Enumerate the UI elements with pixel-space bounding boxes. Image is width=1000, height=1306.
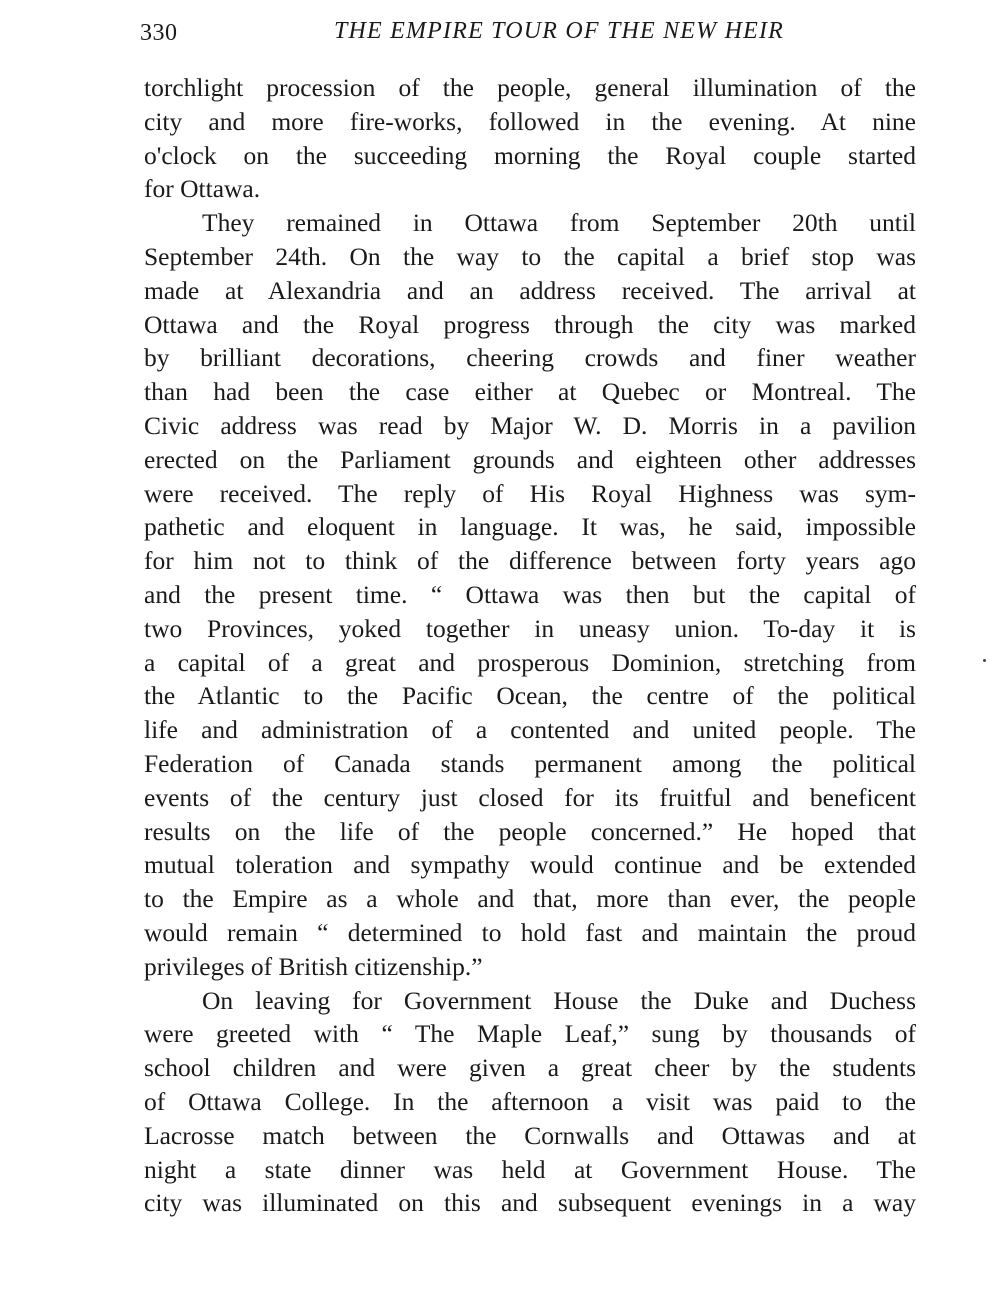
text-line: Federation of Canada stands permanent among the political — [144, 748, 916, 778]
text-line: were greeted with “ The Maple Leaf,” sung by thousands of — [144, 1019, 916, 1049]
running-title: THE EMPIRE TOUR OF THE NEW HEIR — [333, 18, 785, 44]
text-line: events of the century just closed for its fruitful and beneficent — [144, 782, 916, 812]
text-line: of Ottawa College. In the afternoon a visit was paid to the — [144, 1086, 916, 1116]
text-line: were received. The reply of His Royal Highness was sym- — [144, 478, 916, 508]
text-line: to the Empire as a whole and that, more than ever, the people — [144, 884, 916, 914]
text-line: September 24th. On the way to the capital a brief stop was — [144, 241, 916, 271]
page-number: 330 — [140, 20, 178, 46]
text-line: the Atlantic to the Pacific Ocean, the centre of the political — [144, 681, 916, 711]
text-line: city was illuminated on this and subsequent evenings in a way — [144, 1188, 916, 1218]
page-header — [140, 18, 918, 52]
text-line: would remain “ determined to hold fast and maintain the proud — [144, 917, 916, 947]
text-line: mutual toleration and sympathy would continue and be extended — [144, 850, 916, 880]
text-line: made at Alexandria and an address received. The arrival at — [144, 275, 916, 305]
text-line: Lacrosse match between the Cornwalls and Ottawas and at — [144, 1120, 916, 1150]
text-line: a capital of a great and prosperous Dominion, stretching from — [144, 647, 916, 677]
paragraph — [144, 206, 916, 983]
text-line: for Ottawa. — [144, 174, 261, 204]
paragraph — [144, 71, 916, 206]
body-text — [144, 71, 916, 1220]
text-line: school children and were given a great cheer by the students — [144, 1053, 916, 1083]
scan-speck — [983, 659, 986, 662]
text-line: for him not to think of the difference between forty years ago — [144, 546, 916, 576]
paragraph — [144, 984, 916, 1221]
text-line: and the present time. “ Ottawa was then but the capital of — [144, 579, 916, 609]
text-line: life and administration of a contented and united people. The — [144, 715, 916, 745]
text-line: two Provinces, yoked together in uneasy union. To-day it is — [144, 613, 916, 643]
text-line: torchlight procession of the people, general illumination of the — [144, 73, 916, 102]
text-line: than had been the case either at Quebec or Montreal. The — [144, 377, 916, 407]
text-line: Ottawa and the Royal progress through the city was marked — [144, 309, 916, 339]
text-line: On leaving for Government House the Duke and Duchess — [202, 985, 916, 1015]
text-line: city and more fire-works, followed in the evening. At nine — [144, 106, 916, 136]
text-line: They remained in Ottawa from September 20th until — [202, 208, 916, 238]
text-line: by brilliant decorations, cheering crowds and finer weather — [144, 343, 916, 373]
text-line: night a state dinner was held at Government House. The — [144, 1154, 916, 1184]
text-line: privileges of British citizenship.” — [144, 951, 483, 981]
text-line: o'clock on the succeeding morning the Royal couple started — [144, 140, 916, 170]
text-line: results on the life of the people concerned.” He hoped that — [144, 816, 916, 846]
text-line: pathetic and eloquent in language. It was, he said, impossible — [144, 512, 916, 542]
text-line: Civic address was read by Major W. D. Morris in a pavilion — [144, 410, 916, 440]
text-line: erected on the Parliament grounds and eighteen other addresses — [144, 444, 916, 474]
